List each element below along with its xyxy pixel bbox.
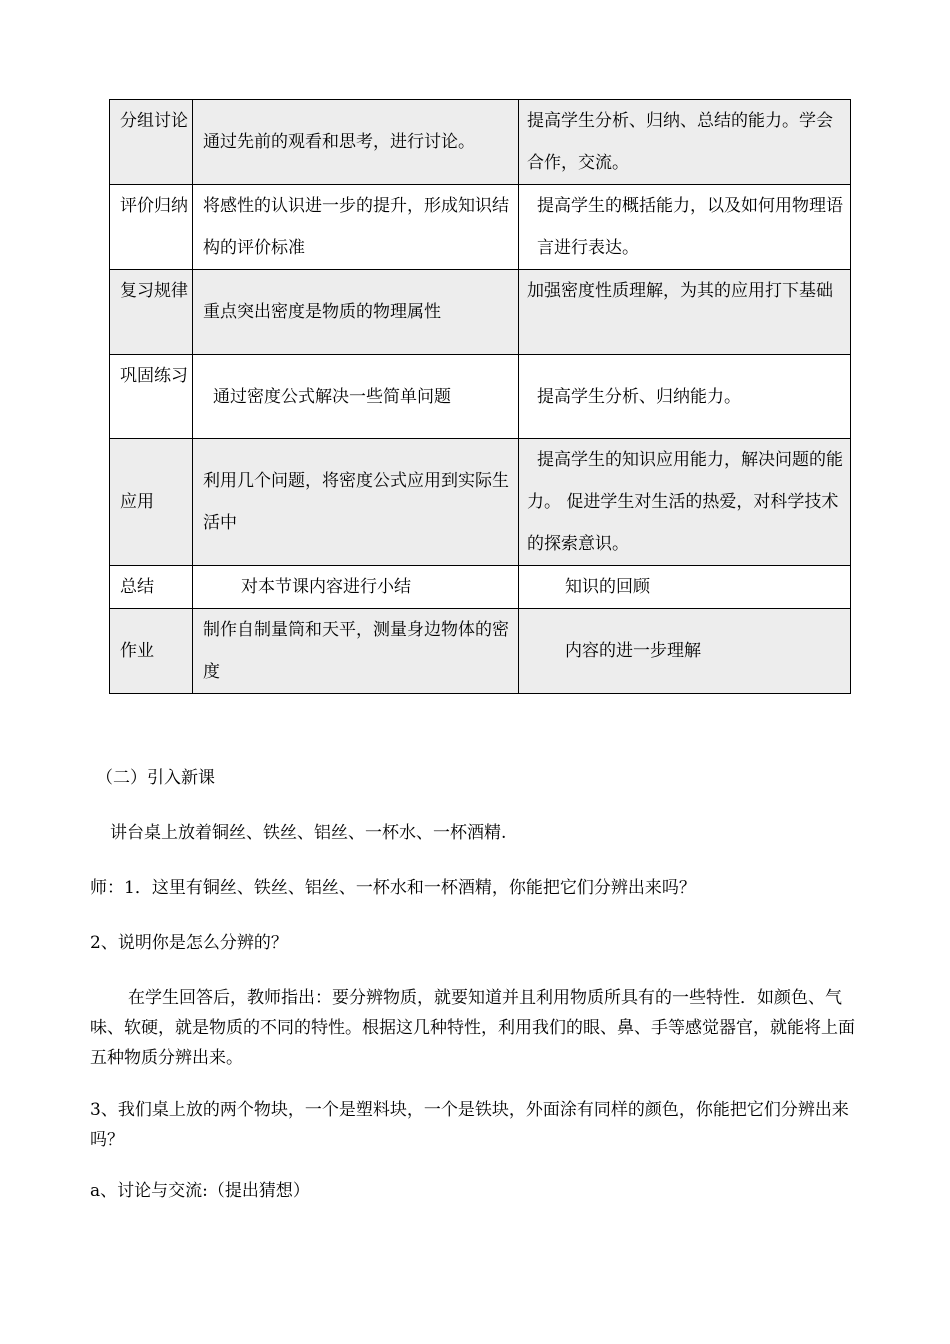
table-row [110, 609, 851, 694]
stage-cell: 作业 [110, 609, 193, 694]
goal-cell: 提高学生分析、归纳能力。 [519, 355, 851, 439]
activity-cell: 通过密度公式解决一些简单问题 [193, 355, 519, 439]
table-row [110, 355, 851, 439]
table-row [110, 100, 851, 185]
goal-cell: 加强密度性质理解，为其的应用打下基础 [519, 270, 851, 355]
paragraph: 讲台桌上放着铜丝、铁丝、铝丝、一杯水、一杯酒精. [110, 823, 507, 843]
paragraph: 师：1．这里有铜丝、铁丝、铝丝、一杯水和一杯酒精，你能把它们分辨出来吗？ [90, 878, 696, 898]
lesson-plan-table [109, 99, 851, 694]
paragraph: 3、我们桌上放的两个物块，一个是塑料块，一个是铁块，外面涂有同样的颜色，你能把它们分辨出来吗？ [90, 1100, 849, 1150]
goal-cell: 提高学生的知识应用能力，解决问题的能力。 促进学生对生活的热爱，对科学技术的探索意识。 [519, 439, 851, 566]
stage-cell: 应用 [110, 439, 193, 566]
paragraph: 2、说明你是怎么分辨的？ [90, 933, 288, 953]
goal-cell: 提高学生的概括能力，以及如何用物理语言进行表达。 [519, 185, 851, 270]
paragraph: a、讨论与交流:（提出猜想） [90, 1181, 310, 1201]
activity-cell: 重点突出密度是物质的物理属性 [193, 270, 519, 355]
stage-cell: 总结 [110, 566, 193, 609]
goal-cell: 内容的进一步理解 [519, 609, 851, 694]
goal-cell: 提高学生分析、归纳、总结的能力。学会合作，交流。 [519, 100, 851, 185]
table-row [110, 439, 851, 566]
stage-cell: 分组讨论 [110, 100, 193, 185]
activity-cell: 通过先前的观看和思考，进行讨论。 [193, 100, 519, 185]
stage-cell: 复习规律 [110, 270, 193, 355]
table-row [110, 185, 851, 270]
activity-cell: 制作自制量筒和天平，测量身边物体的密度 [193, 609, 519, 694]
activity-cell: 对本节课内容进行小结 [193, 566, 519, 609]
table-row [110, 566, 851, 609]
goal-cell: 知识的回顾 [519, 566, 851, 609]
stage-cell: 巩固练习 [110, 355, 193, 439]
activity-cell: 利用几个问题，将密度公式应用到实际生活中 [193, 439, 519, 566]
table-row [110, 270, 851, 355]
stage-cell: 评价归纳 [110, 185, 193, 270]
activity-cell: 将感性的认识进一步的提升，形成知识结构的评价标准 [193, 185, 519, 270]
paragraph: 在学生回答后，教师指出：要分辨物质，就要知道并且利用物质所具有的一些特性．如颜色、气味、软硬，就是物质的不同的特性。根据这几种特性，利用我们的眼、鼻、手等感觉器官，就能将上面五种物质分辨出来。 [90, 988, 855, 1068]
section-heading: （二）引入新课 [96, 768, 215, 788]
